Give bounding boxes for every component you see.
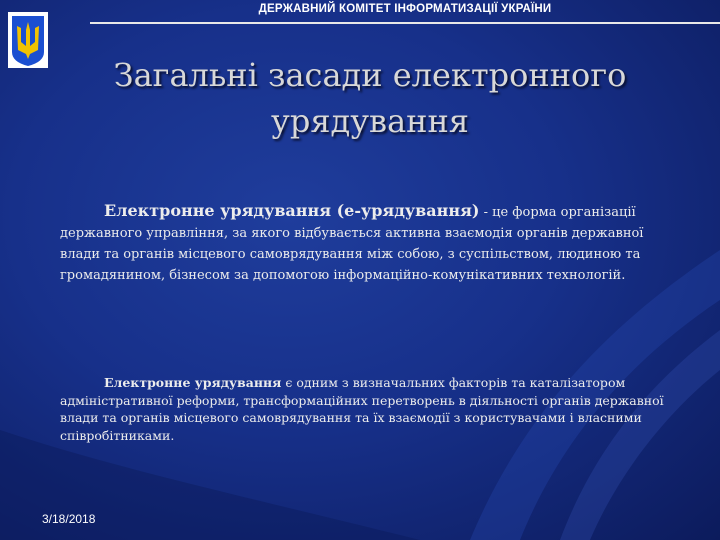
organization-name: ДЕРЖАВНИЙ КОМІТЕТ ІНФОРМАТИЗАЦІЇ УКРАЇНИ <box>258 3 552 15</box>
header-bar <box>90 0 720 24</box>
role-paragraph <box>60 374 670 444</box>
role-text: є одним з визначальних факторів та каталізатором адміністративної реформи, трансформаційних перетворень в діяльності органів державної влади та органів місцевого самоврядування та їх взаємодії з користувачами і власними співробітниками. <box>60 375 664 443</box>
page-title <box>60 52 680 144</box>
role-term: Електронне урядування <box>104 375 282 390</box>
definition-text: це форма організації державного управління, за якого відбувається активна взаємодія органів державної влади та органів місцевого самоврядування між собою, з суспільством, людиною та громадянином, бізнесом за допомогою інформаційно-комунікативних технологій. <box>60 205 644 283</box>
ukraine-trident-icon <box>8 12 48 68</box>
definition-dash: - <box>479 205 493 220</box>
title-line-1: Загальні засади електронного <box>113 56 627 94</box>
definition-term: Електронне урядування (е-урядування) <box>104 201 480 220</box>
title-line-2: урядування <box>271 102 469 140</box>
definition-paragraph <box>60 200 665 286</box>
slide-date: 3/18/2018 <box>42 512 96 526</box>
